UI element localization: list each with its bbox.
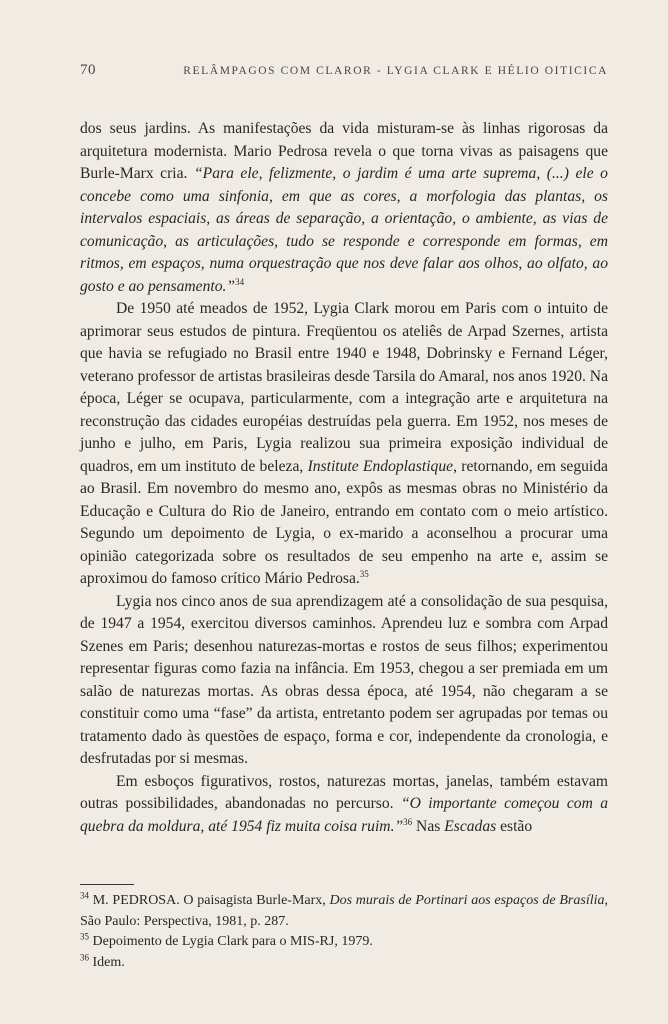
text-run: , retornando, em seguida ao Brasil. Em novembro do mesmo ano, expôs as mesmas obras no Ministério da Educação e Cultura do Rio de Janeiro, entrando em contato com o meio artístico. Segundo um depoimento de Lygia, o ex-marido a aconselhou a procurar uma opinião categorizada sobre os resultados de seu empenho na arte e, assim se aproximou do famoso crítico Mário Pedrosa. (80, 457, 608, 587)
footnote-ref: 34 (235, 276, 245, 287)
footnote (80, 953, 608, 974)
page-number: 70 (80, 62, 96, 78)
footnote-ref: 36 (403, 816, 413, 827)
text-run: estão (496, 817, 533, 835)
footnote-ref: 35 (359, 568, 369, 579)
footnote (80, 932, 608, 953)
text-run: M. PEDROSA. O paisagista Burle-Marx, (89, 893, 330, 908)
italic-text: Dos murais de Portinari aos espaços de Brasília (329, 893, 605, 908)
text-run: , São Paulo: Perspectiva, 1981, p. 287. (80, 893, 608, 929)
footnote-rule (80, 884, 134, 885)
text-run: Nas (412, 817, 445, 835)
running-head: RELÂMPAGOS COM CLAROR - LYGIA CLARK E HÉLIO OITICICA (183, 65, 608, 77)
paragraph (80, 298, 608, 591)
text-run: De 1950 até meados de 1952, Lygia Clark morou em Paris com o intuito de aprimorar seus estudos de pintura. Freqüentou os ateliês de Arpad Szernes, artista que havia se refugiado no Brasil entre 1940 e 1948, Dobrinsky e Fernand Léger, veterano professor de artistas brasileiras desde Tarsila do Amaral, nos anos 1920. Na época, Léger se ocupava, particularmente, com a integração arte e arquitetura na reconstrução das cidades européias destruídas pela guerra. Em 1952, nos meses de junho e julho, em Paris, Lygia realizou sua primeira exposição individual de quadros, em um instituto de beleza, (80, 300, 608, 475)
footnote-ref: 35 (80, 931, 89, 942)
body-text (80, 118, 608, 838)
text-run: dos seus jardins. As manifestações da vida misturam-se às linhas rigorosas da arquitetura modernista. Mario Pedrosa revela o que torna vivas as paisagens que Burle-Marx cria. (80, 120, 608, 182)
footnote-ref: 34 (80, 890, 89, 901)
italic-text: “Para ele, felizmente, o jardim é uma arte suprema, (...) ele o concebe como uma sinfonia, em que as cores, a morfologia das plantas, os intervalos espaciais, as áreas de separação, a orientação, o ambiente, as vias de comunicação, as articulações, tudo se responde e corresponde em formas, em ritmos, em espaços, numa orquestração que nos deve falar aos olhos, ao olfato, ao gosto e ao pensamento.” (80, 165, 608, 295)
footnote (80, 891, 608, 932)
footnotes (80, 891, 608, 973)
text-run: Depoimento de Lygia Clark para o MIS-RJ, 1979. (89, 934, 373, 949)
page-header (80, 62, 608, 86)
paragraph (80, 771, 608, 839)
italic-text: Institute Endoplastique (307, 457, 454, 475)
footnote-ref: 36 (80, 951, 89, 962)
paragraph (80, 591, 608, 771)
italic-text: Escadas (444, 817, 497, 835)
text-run: Em esboços figurativos, rostos, naturezas mortas, janelas, também estavam outras possibilidades, abandonadas no percurso. (80, 772, 608, 812)
italic-text: “O importante começou com a quebra da moldura, até 1954 fiz muita coisa ruim.” (80, 795, 609, 835)
paragraph (80, 118, 608, 298)
text-run: Idem. (89, 954, 125, 970)
text-run: Lygia nos cinco anos de sua aprendizagem até a consolidação de sua pesquisa, de 1947 a 1954, exercitou diversos caminhos. Aprendeu luz e sombra com Arpad Szenes em Paris; desenhou naturezas-mortas e rostos de seus filhos; experimentou representar figuras como fazia na infância. Em 1953, chegou a ser premiada em um salão de naturezas mortas. As obras dessa época, até 1954, não chegaram a se constituir como uma “fase” da artista, entretanto podem ser agrupadas por temas ou tratamento dado às questões de espaço, forma e cor, independente da cronologia, e desfrutadas por si mesmas. (80, 592, 608, 767)
